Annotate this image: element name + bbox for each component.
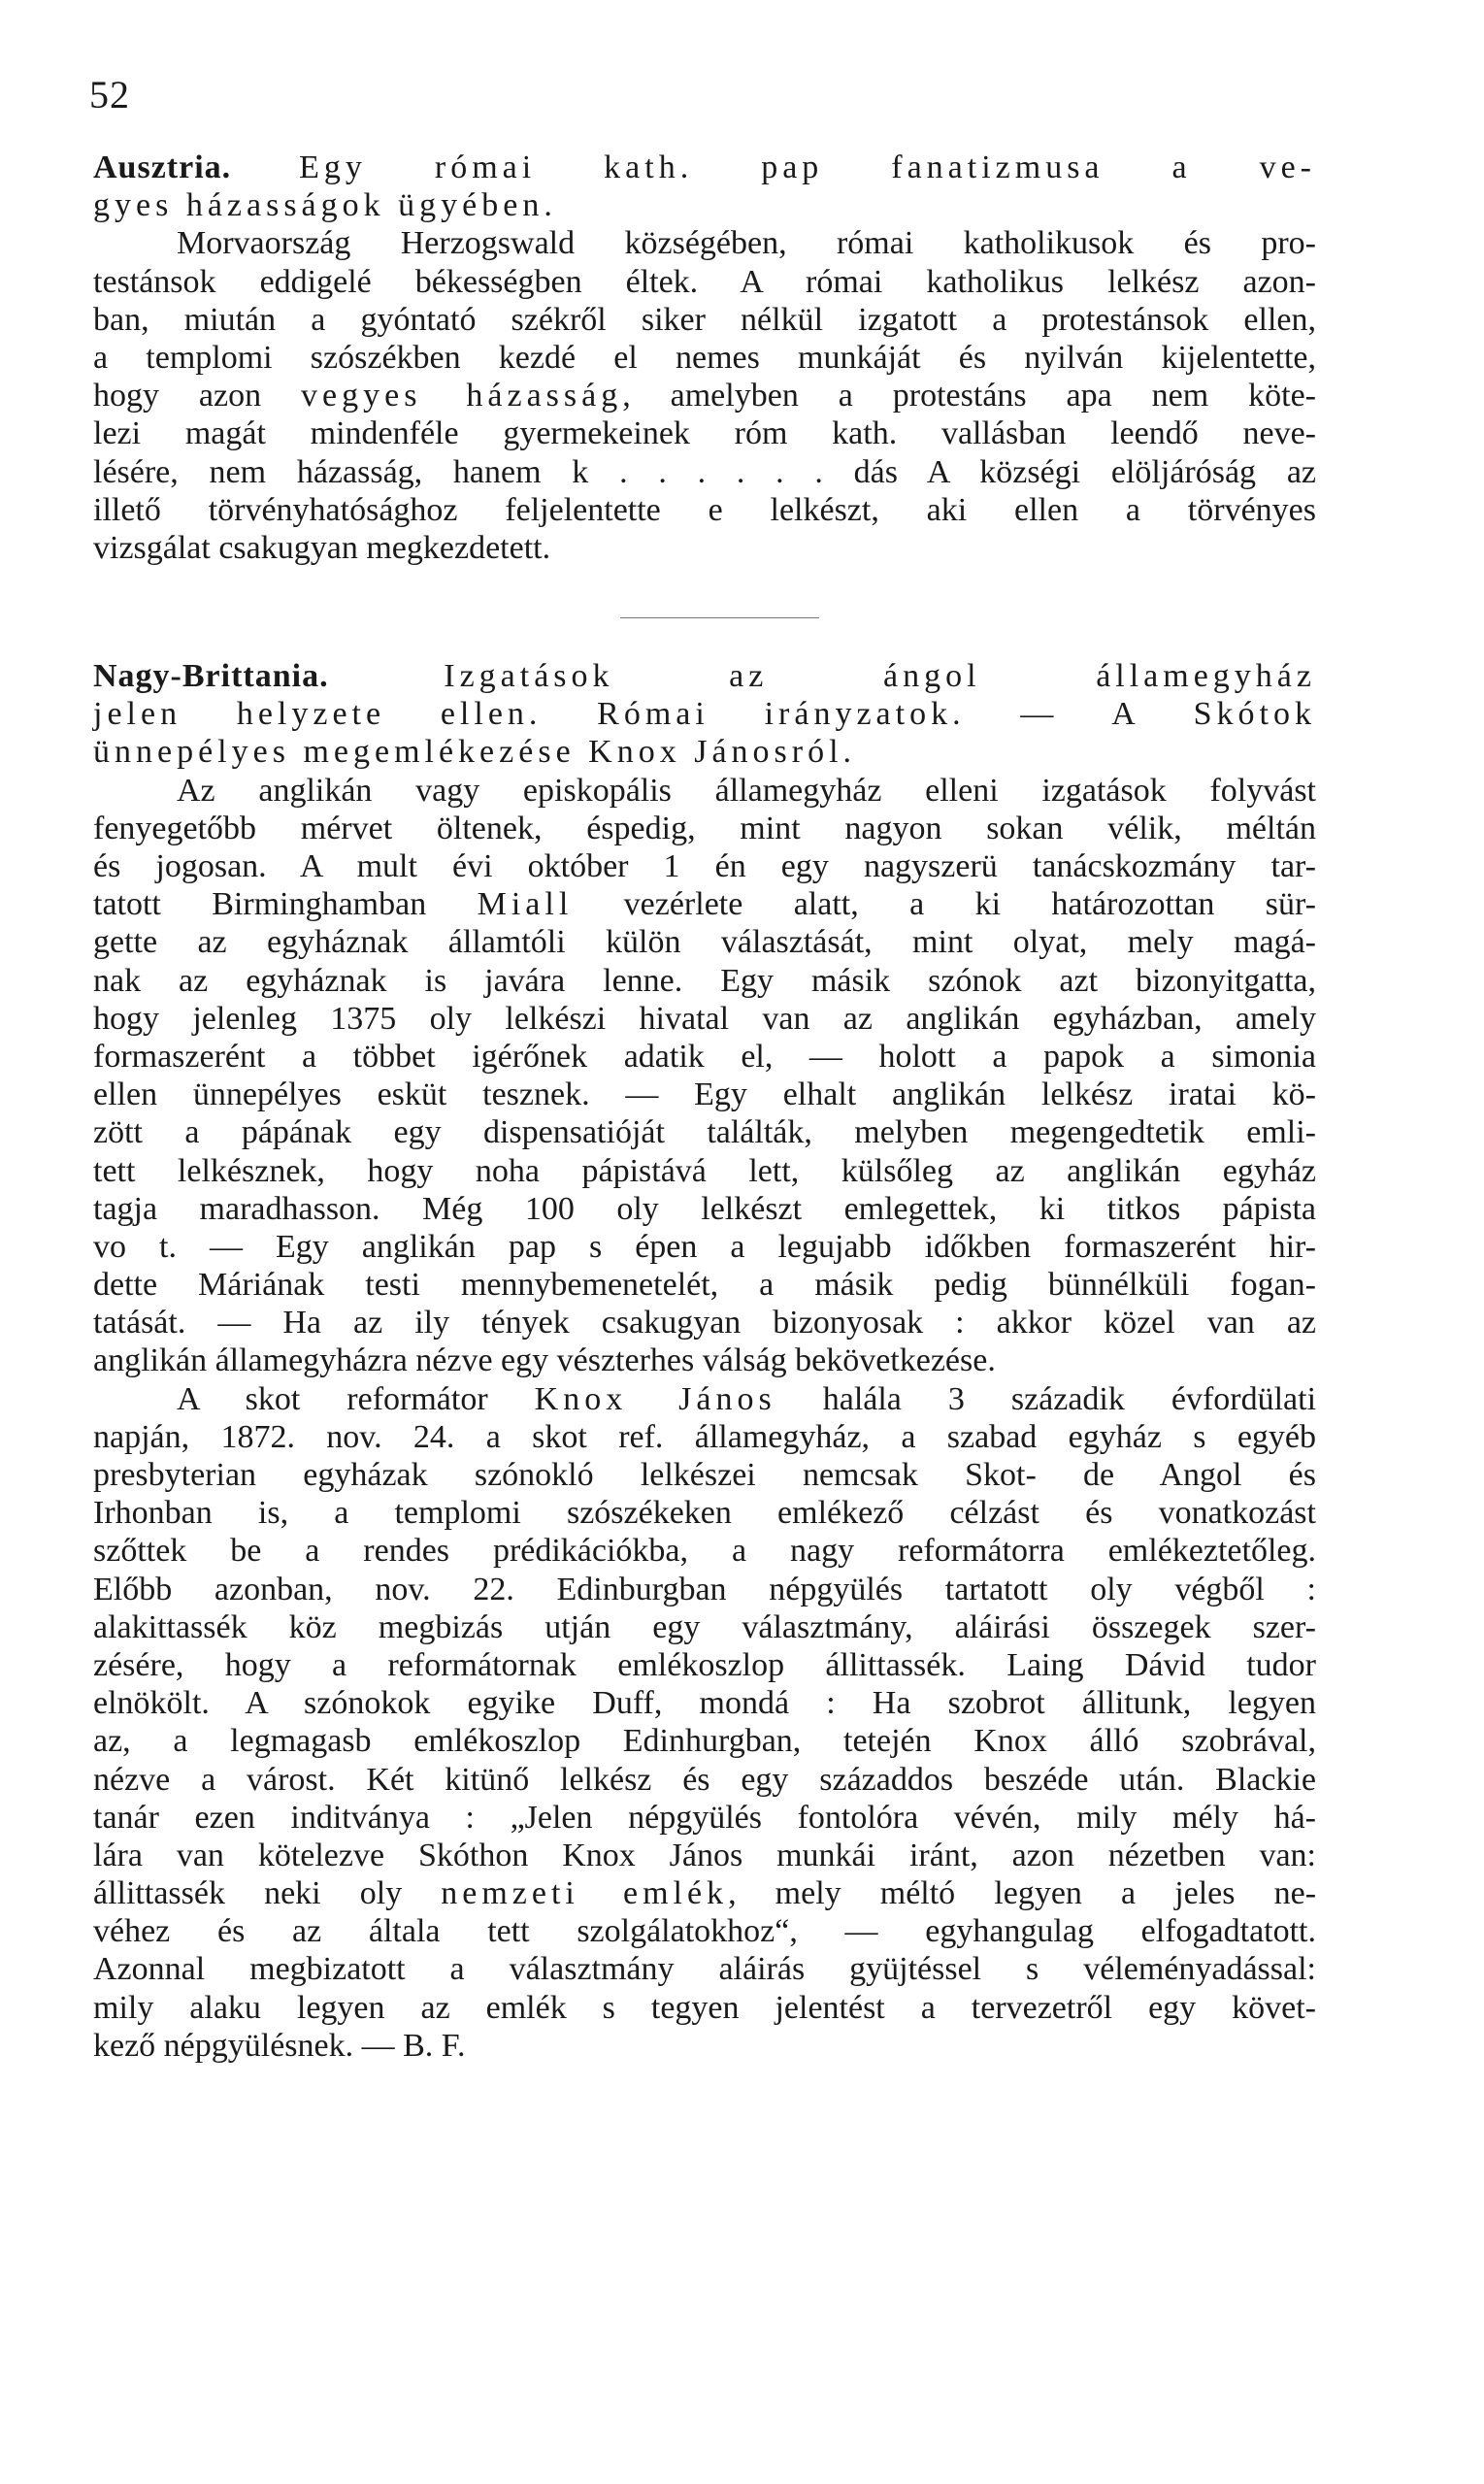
- text-run: lára van kötelezve Skóthon Knox János munkái iránt, azon nézetben van:: [93, 1837, 1316, 1873]
- text-run: zött a pápának egy dispensatióját találták, melyben megengedtetik emli-: [93, 1114, 1316, 1151]
- text-line: [93, 414, 1316, 452]
- text-line: [93, 1950, 1316, 1988]
- section-divider: [620, 617, 819, 618]
- text-line: [93, 1874, 1316, 1912]
- text-line: [93, 1989, 1316, 2027]
- text-run: halála 3 századik évfordülati: [775, 1380, 1317, 1417]
- text-line: [93, 1532, 1316, 1570]
- text-run: nézve a várost. Két kitünő lelkész és egy századdos beszéde után. Blackie: [93, 1761, 1316, 1798]
- text-run: véhez és az általa tett szolgálatokhoz“, — egyhangulag elfogadtatott.: [93, 1913, 1316, 1950]
- text-run: vo t. — Egy anglikán pap s épen a legujabb időkben formaszerént hir-: [93, 1228, 1316, 1265]
- text-run: elnökölt. A szónokok egyike Duff, mondá : Ha szobrot állitunk, legyen: [93, 1685, 1316, 1722]
- text-line: [93, 1837, 1316, 1874]
- text-line: [93, 1380, 1316, 1418]
- text-run: dette Máriának testi mennybemenetelét, a másik pedig bünnélküli fogan-: [93, 1267, 1316, 1304]
- text-line: [93, 733, 1316, 771]
- text-run: Irhonban is, a templomi szószékeken emlékező célzást és vonatkozást: [93, 1495, 1316, 1532]
- text-line: [93, 453, 1316, 491]
- text-line: [93, 1722, 1316, 1760]
- text-line: [93, 1646, 1316, 1684]
- text-line: [93, 1341, 1316, 1379]
- text-line: [93, 1304, 1316, 1341]
- text-run: tett lelkésznek, hogy noha pápistává lett, külsőleg az anglikán egyház: [93, 1152, 1316, 1189]
- text-run: Az anglikán vagy episkopális államegyház elleni izgatások folyvást: [177, 772, 1316, 809]
- text-run: ellen ünnepélyes esküt tesznek. — Egy elhalt anglikán lelkész iratai kö-: [93, 1076, 1316, 1113]
- text-line: [93, 657, 1316, 695]
- text-run: nak az egyháznak is javára lenne. Egy másik szónok azt bizonyitgatta,: [93, 962, 1316, 999]
- text-run: vezérlete alatt, a ki határozottan sür-: [573, 886, 1317, 923]
- text-run: hogy jelenleg 1375 oly lelkészi hivatal van az anglikán egyházban, amely: [93, 1000, 1316, 1037]
- spaced-text: jelen helyzete ellen. Római irányzatok. — A Skótok: [93, 696, 1316, 733]
- text-line: [93, 1912, 1316, 1950]
- article-nagy-brittania: [93, 657, 1316, 2065]
- text-run: tatását. — Ha az ily tények csakugyan bizonyosak : akkor közel van az: [93, 1305, 1316, 1341]
- spaced-text: gyes házasságok ügyében.: [93, 187, 557, 224]
- text-line: [93, 186, 1316, 224]
- text-line: [93, 2027, 1316, 2065]
- text-line: [93, 1266, 1316, 1304]
- text-run: a templomi szószékben kezdé el nemes munkáját és nyilván kijelentette,: [93, 339, 1316, 376]
- text-run: Azonnal megbizatott a választmány aláirás gyüjtéssel s véleményadással:: [93, 1951, 1316, 1988]
- text-line: [93, 885, 1316, 923]
- text-run: Előbb azonban, nov. 22. Edinburgban népgyülés tartatott oly végből :: [93, 1571, 1316, 1607]
- text-run: zésére, hogy a reformátornak emlékoszlop állittassék. Laing Dávid tudor: [93, 1646, 1316, 1683]
- text-line: [93, 1494, 1316, 1532]
- text-line: [93, 1799, 1316, 1837]
- text-run: anglikán államegyházra nézve egy vészterhes válság bekövetkezése.: [93, 1342, 996, 1379]
- text-line: [93, 695, 1316, 733]
- text-run: , mely méltó legyen a jeles ne-: [728, 1875, 1317, 1912]
- text-run: napján, 1872. nov. 24. a skot ref. államegyház, a szabad egyház s egyéb: [93, 1418, 1316, 1455]
- text-run: formaszerént a többet igérőnek adatik el, — holott a papok a simonia: [93, 1038, 1316, 1075]
- text-line: [93, 1456, 1316, 1494]
- text-line: [93, 339, 1316, 377]
- spaced-text: Izgatások az ángol államegyház: [328, 658, 1316, 695]
- text-line: [93, 1076, 1316, 1113]
- text-line: [93, 923, 1316, 961]
- spaced-text: nemzeti emlék: [441, 1875, 729, 1912]
- text-run: lezi magát mindenféle gyermekeinek róm kath. vallásban leendő neve-: [93, 415, 1316, 452]
- text-line: [93, 1152, 1316, 1190]
- spaced-text: Knox János: [534, 1380, 776, 1417]
- text-run: A skot reformátor: [177, 1380, 535, 1417]
- text-run: az, a legmagasb emlékoszlop Edinhurgban, tetején Knox álló szobrával,: [93, 1723, 1316, 1760]
- spaced-text: ünnepélyes megemlékezése Knox Jánosról.: [93, 734, 857, 771]
- text-line: [93, 529, 1316, 567]
- text-run: vizsgálat csakugyan megkezdetett.: [93, 529, 551, 566]
- text-column: [93, 149, 1316, 2065]
- text-run: kező népgyülésnek. — B. F.: [93, 2027, 466, 2064]
- text-run: gette az egyháznak államtóli külön választását, mint olyat, mely magá-: [93, 924, 1316, 961]
- text-run: hogy azon: [93, 378, 302, 414]
- text-line: [93, 1038, 1316, 1076]
- text-run: tagja maradhasson. Még 100 oly lelkészt emlegettek, ki titkos pápista: [93, 1190, 1316, 1227]
- text-line: [93, 772, 1316, 810]
- article-heading: Ausztria.: [93, 149, 232, 185]
- spaced-text: Egy római kath. pap fanatizmusa a ve-: [231, 149, 1316, 185]
- text-run: Morvaország Herzogswald községében, római katholikusok és pro-: [177, 225, 1316, 262]
- text-run: , amelyben a protestáns apa nem köte-: [622, 378, 1316, 414]
- text-line: [93, 1418, 1316, 1456]
- article-heading: Nagy-Brittania.: [93, 658, 329, 695]
- text-line: [93, 1571, 1316, 1608]
- text-run: alakittassék köz megbizás utján egy választmány, aláirási összegek szer-: [93, 1608, 1316, 1645]
- text-run: tatott Birminghamban: [93, 886, 478, 923]
- text-run: mily alaku legyen az emlék s tegyen jelentést a tervezetről egy követ-: [93, 1989, 1316, 2026]
- text-line: [93, 224, 1316, 262]
- text-line: [93, 847, 1316, 885]
- spaced-text: Miall: [477, 886, 574, 923]
- spaced-text: vegyes házasság: [301, 378, 623, 414]
- text-line: [93, 1113, 1316, 1151]
- page-number: 52: [89, 73, 130, 116]
- text-line: [93, 1684, 1316, 1722]
- text-line: [93, 149, 1316, 186]
- text-line: [93, 1000, 1316, 1038]
- text-run: presbyterian egyházak szónokló lelkészei nemcsak Skot- de Angol és: [93, 1457, 1316, 1493]
- text-run: ban, miután a gyóntató székről siker nélkül izgatott a protestánsok ellen,: [93, 301, 1316, 338]
- text-line: [93, 1608, 1316, 1646]
- text-run: szőttek be a rendes prédikációkba, a nagy reformátorra emlékeztetőleg.: [93, 1533, 1316, 1570]
- text-line: [93, 1228, 1316, 1266]
- text-line: [93, 1761, 1316, 1799]
- section-gap: [93, 567, 1316, 612]
- text-line: [93, 810, 1316, 847]
- text-run: testánsok eddigelé békességben éltek. A római katholikus lelkész azon-: [93, 263, 1316, 300]
- text-line: [93, 491, 1316, 529]
- article-ausztria: [93, 149, 1316, 567]
- text-line: [93, 962, 1316, 1000]
- text-run: tanár ezen inditványa : „Jelen népgyülés fontolóra vévén, mily mély há-: [93, 1799, 1316, 1836]
- text-line: [93, 301, 1316, 339]
- text-run: lésére, nem házasság, hanem k . . . . . . dás A községi elöljáróság az: [93, 453, 1316, 490]
- text-run: állittassék neki oly: [93, 1875, 442, 1912]
- text-run: és jogosan. A mult évi október 1 én egy nagyszerü tanácskozmány tar-: [93, 848, 1316, 884]
- text-line: [93, 1190, 1316, 1228]
- text-run: illető törvényhatósághoz feljelentette e lelkészt, aki ellen a törvényes: [93, 491, 1316, 528]
- text-line: [93, 263, 1316, 301]
- text-run: fenyegetőbb mérvet öltenek, éspedig, mint nagyon sokan vélik, méltán: [93, 810, 1316, 846]
- text-line: [93, 377, 1316, 414]
